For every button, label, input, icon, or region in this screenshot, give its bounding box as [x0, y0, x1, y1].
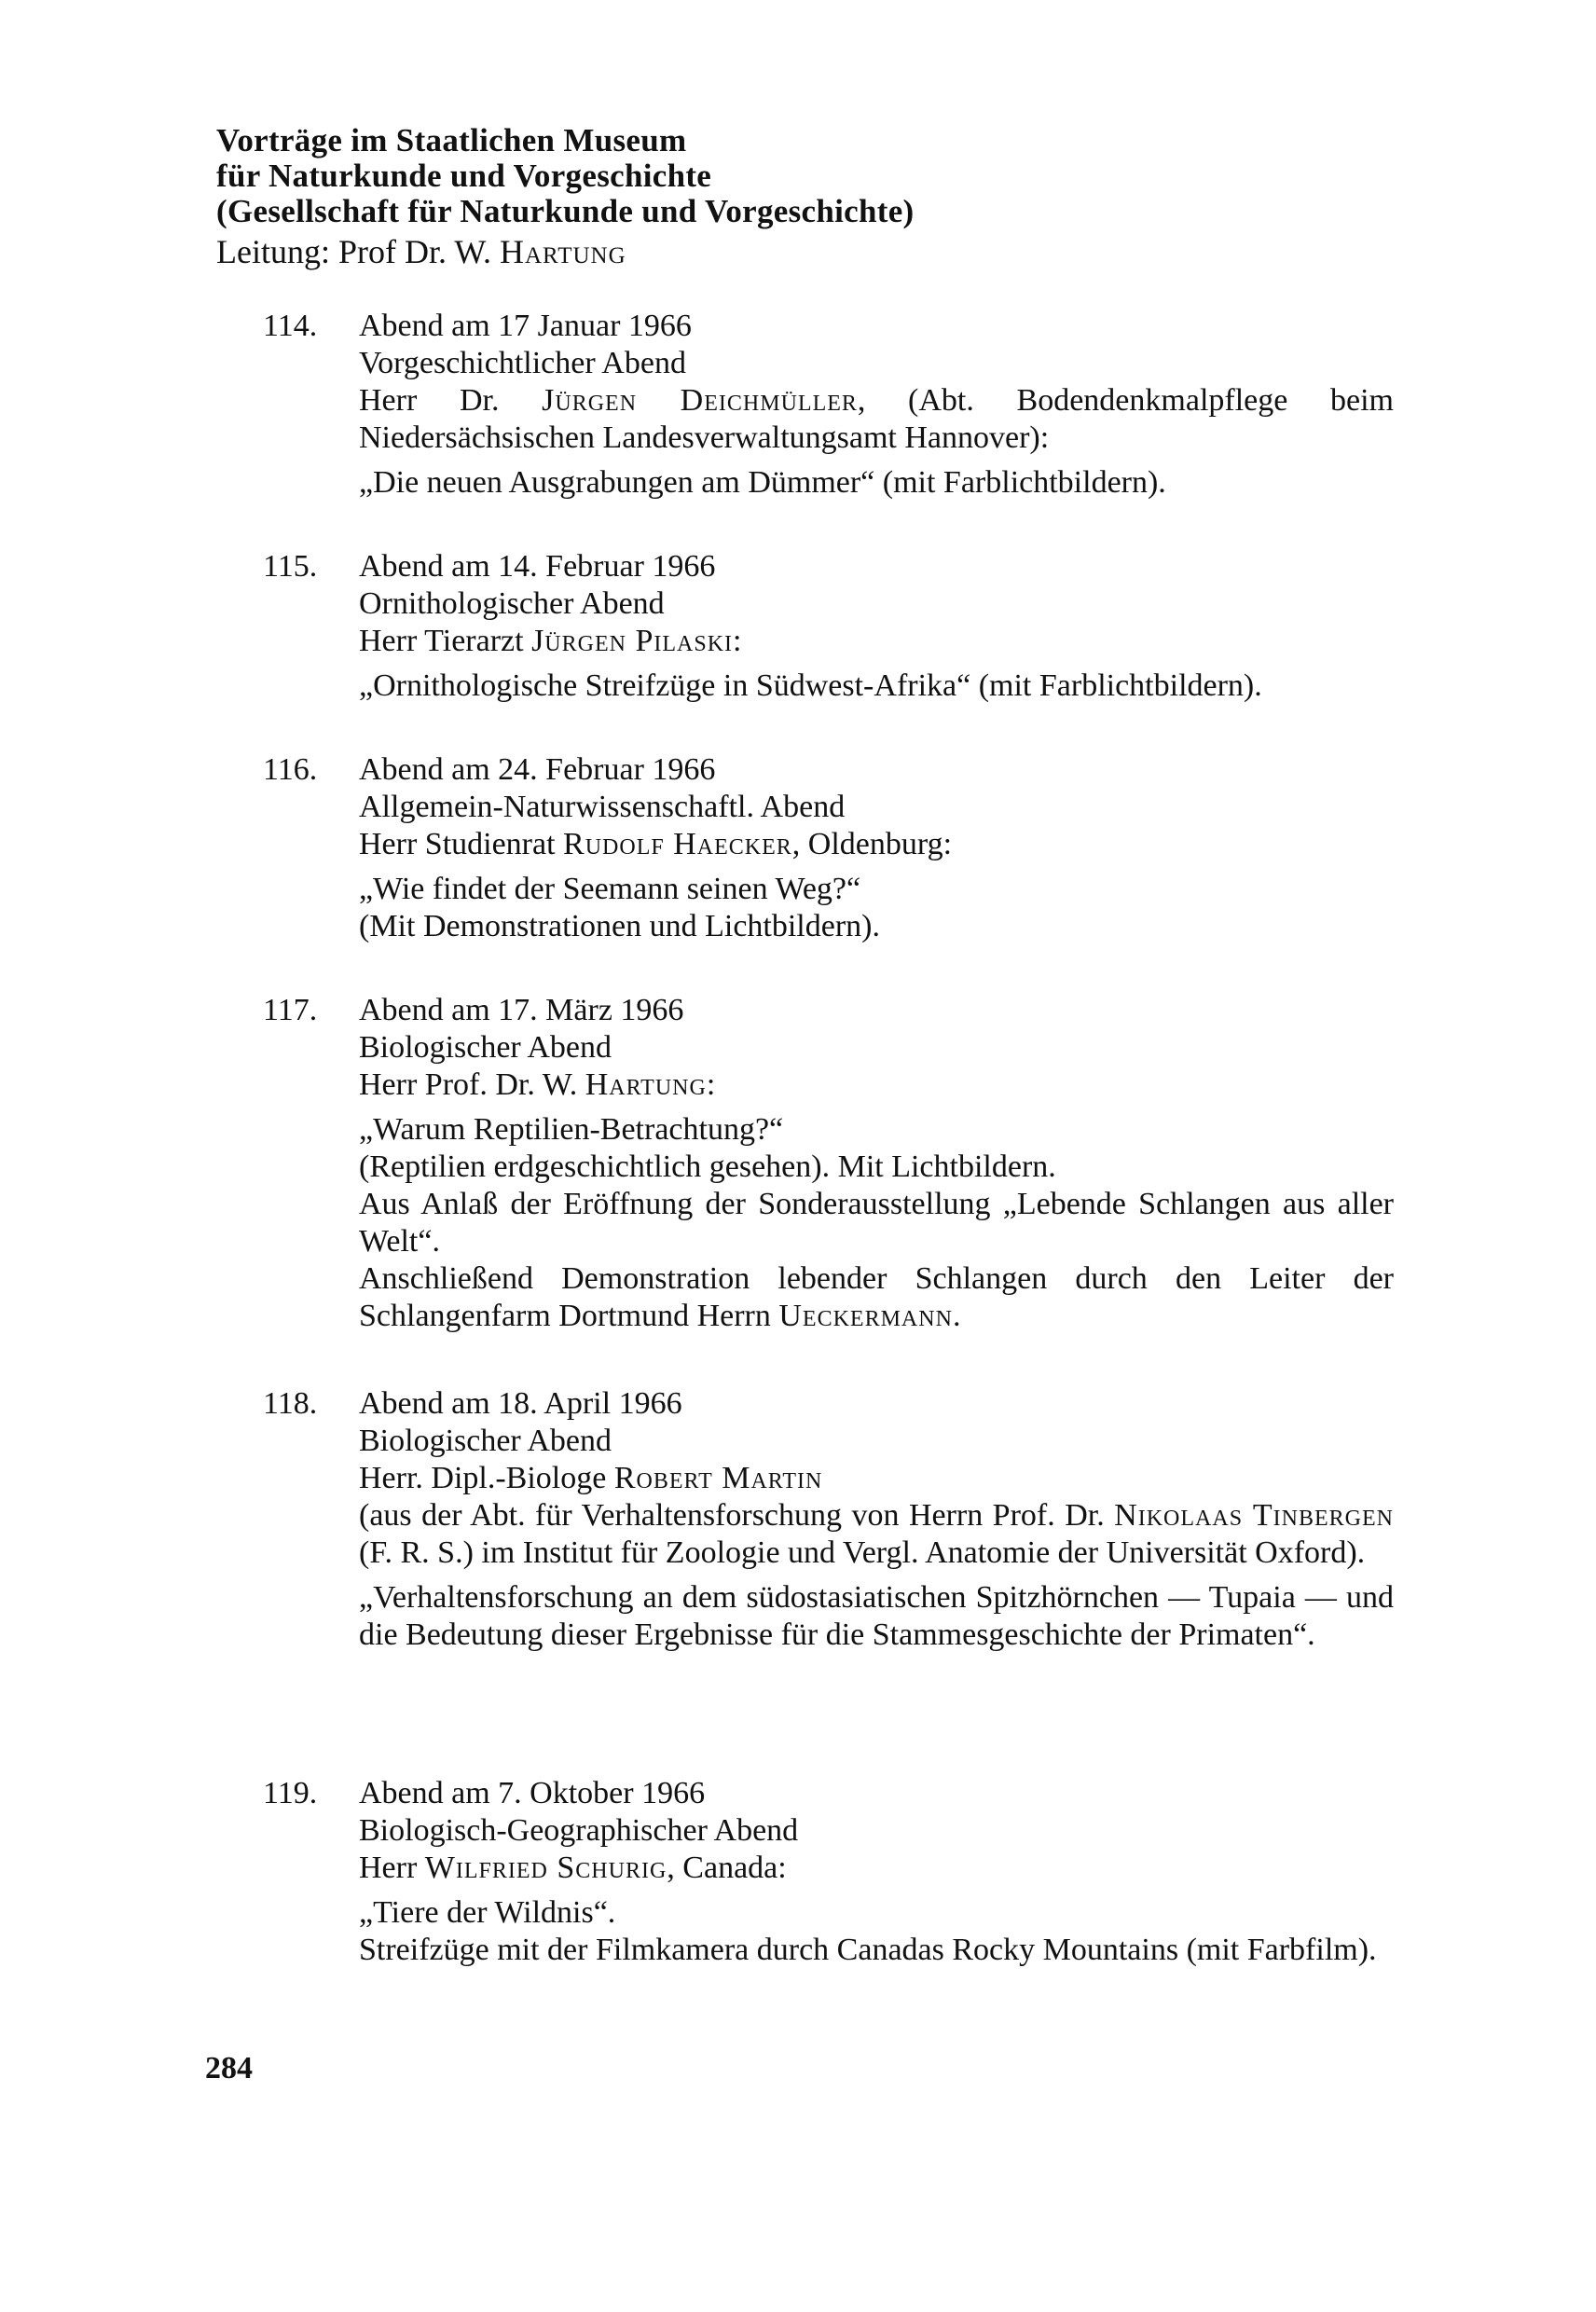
entry-speaker: [359, 623, 1394, 660]
entry-title: „Tiere der Wildnis“.: [359, 1895, 616, 1930]
entry-body: [359, 548, 1394, 705]
speaker-suffix: :: [706, 1067, 716, 1102]
leitung-name: Hartung: [500, 233, 626, 270]
entry-date: Abend am 18. April 1966: [359, 1386, 682, 1421]
entry-type: Biologischer Abend: [359, 1424, 612, 1458]
heading-line-1: Vorträge im Staatlichen Museum: [216, 122, 687, 158]
entry-affiliation: [359, 1497, 1394, 1572]
entry-number: 115.: [263, 549, 318, 584]
entry-date: Abend am 14. Februar 1966: [359, 549, 716, 584]
entry-type: Allgemein-Naturwissenschaftl. Abend: [359, 790, 846, 824]
entry-speaker: [359, 382, 1394, 457]
entry-line-1: (Reptilien erdgeschichtlich gesehen). Mit Lichtbildern.: [359, 1149, 1056, 1184]
speaker-suffix: :: [733, 624, 742, 658]
entry-type: Biologischer Abend: [359, 1030, 612, 1065]
speaker-suffix: , Canada:: [667, 1851, 787, 1885]
entry-body: [359, 751, 1394, 945]
speaker-name: Hartung: [585, 1067, 707, 1102]
speaker-prefix: Herr: [359, 1851, 425, 1885]
entry-number: 119.: [263, 1776, 318, 1810]
entry-type: Biologisch-Geographischer Abend: [359, 1813, 799, 1848]
entry-date: Abend am 17. März 1966: [359, 993, 684, 1027]
entry-speaker: [359, 826, 1394, 863]
entry-number: 118.: [263, 1386, 318, 1421]
entry-title: „Verhaltensforschung an dem südostasiatischen Spitzhörnchen — Tupaia — und die Bedeutung dieser Ergebnisse für die Stammesgeschichte der Primaten“.: [359, 1580, 1394, 1652]
heading-line-2: für Naturkunde und Vorgeschichte: [216, 158, 712, 194]
speaker-name: Robert Martin: [613, 1461, 823, 1495]
entry-speaker: [359, 1850, 1394, 1887]
entry-number: 117.: [263, 993, 318, 1027]
entry-number: 114.: [263, 309, 318, 343]
leitung-line: [216, 231, 1428, 272]
speaker-suffix: , Oldenburg:: [791, 827, 953, 861]
speaker-prefix: Herr Prof. Dr. W.: [359, 1067, 585, 1102]
entry-title: „Ornithologische Streifzüge in Südwest-Afrika“ (mit Farblichtbildern).: [359, 668, 1262, 703]
entry-date: Abend am 17 Januar 1966: [359, 309, 692, 343]
speaker-name: Rudolf Haecker: [563, 827, 792, 861]
entry-extra: (Mit Demonstrationen und Lichtbildern).: [359, 909, 880, 943]
entry-body: [359, 1385, 1394, 1654]
speaker-name: Jürgen Pilaski: [531, 624, 734, 658]
affil-prefix: (aus der Abt. für Verhaltensforschung von Herrn Prof. Dr.: [359, 1498, 1115, 1533]
entry-body: [359, 308, 1394, 502]
entry-body: [359, 992, 1394, 1335]
entry-title: „Wie findet der Seemann seinen Weg?“: [359, 872, 861, 906]
line3-name: Ueckermann: [778, 1299, 953, 1333]
entry-extra: Streifzüge mit der Filmkamera durch Canadas Rocky Mountains (mit Farbfilm).: [359, 1933, 1377, 1967]
speaker-suffix: , (Abt. Bodendenkmalpflege beim Niedersächsischen Landesverwaltungsamt Hannover):: [359, 383, 1394, 455]
line3-end: .: [952, 1299, 961, 1333]
entry-title: „Warum Reptilien-Betrachtung?“: [359, 1112, 784, 1147]
entry-title: „Die neuen Ausgrabungen am Dümmer“ (mit Farblichtbildern).: [359, 465, 1166, 500]
section-heading: [216, 123, 1428, 272]
entry-line-3: [359, 1260, 1394, 1335]
entry-type: Vorgeschichtlicher Abend: [359, 346, 686, 380]
entry-date: Abend am 24. Februar 1966: [359, 752, 716, 787]
speaker-prefix: Herr. Dipl.-Biologe: [359, 1461, 614, 1495]
entry-date: Abend am 7. Oktober 1966: [359, 1776, 706, 1810]
entry-type: Ornithologischer Abend: [359, 586, 665, 621]
speaker-name: Jürgen Deichmüller: [542, 383, 858, 418]
speaker-name: Wilfried Schurig: [424, 1851, 667, 1885]
affil-suffix: (F. R. S.) im Institut für Zoologie und Vergl. Anatomie der Universität Oxford).: [359, 1535, 1366, 1570]
line3-text: Anschließend Demonstration lebender Schlangen durch den Leiter der Schlangenfarm Dortmund Herrn: [359, 1261, 1394, 1333]
page-number: 284: [205, 2051, 253, 2085]
leitung-prefix: Leitung: Prof Dr. W.: [216, 233, 500, 270]
speaker-prefix: Herr Dr.: [359, 383, 543, 418]
entry-speaker: [359, 1460, 1394, 1497]
entry-body: [359, 1775, 1394, 1969]
affil-name: Nikolaas Tinbergen: [1114, 1498, 1394, 1533]
entry-line-2: Aus Anlaß der Eröffnung der Sonderausstellung „Lebende Schlangen aus aller Welt“.: [359, 1187, 1394, 1259]
entry-speaker: [359, 1067, 1394, 1104]
speaker-prefix: Herr Tierarzt: [359, 624, 532, 658]
heading-line-3: (Gesellschaft für Naturkunde und Vorgeschichte): [216, 193, 915, 229]
speaker-prefix: Herr Studienrat: [359, 827, 564, 861]
entry-number: 116.: [263, 752, 318, 787]
